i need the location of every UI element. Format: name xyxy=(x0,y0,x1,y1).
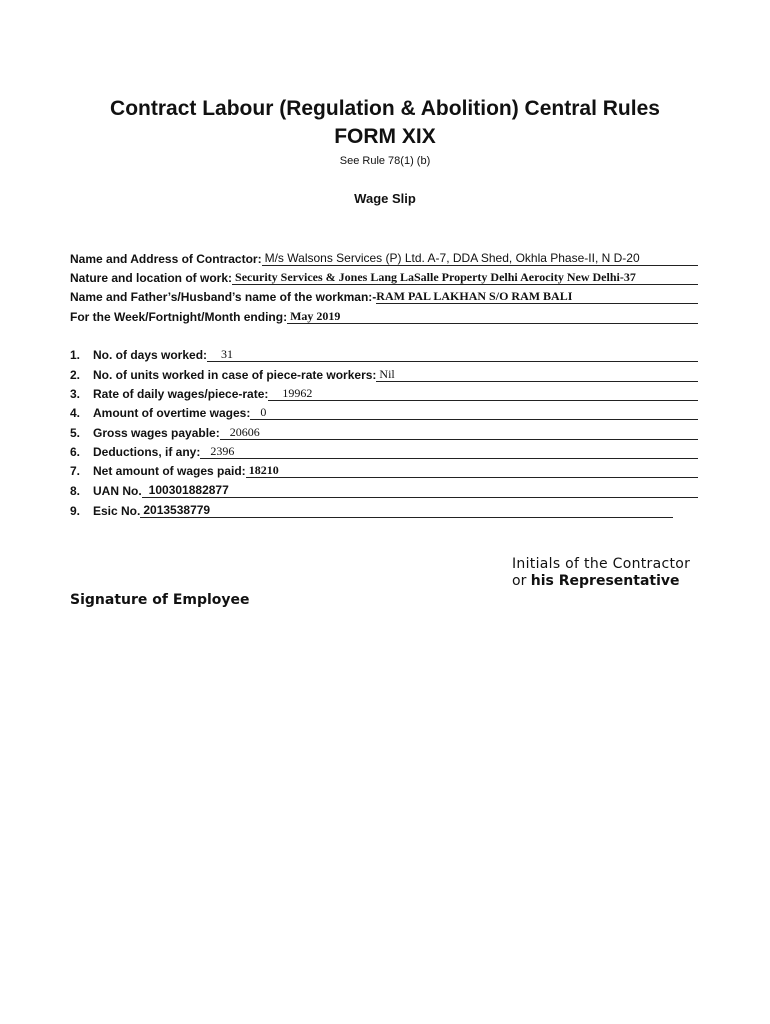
item-label: No. of units worked in case of piece-rate workers: xyxy=(93,368,377,382)
item-number: 4. xyxy=(70,406,81,420)
item-value: 100301882877 xyxy=(142,483,698,498)
item-label: UAN No. xyxy=(93,484,142,498)
item-value: 19962 xyxy=(268,386,698,401)
item-label: Net amount of wages paid: xyxy=(93,464,246,478)
item-label: Deductions, if any: xyxy=(93,445,201,459)
item-number: 8. xyxy=(70,484,81,498)
initials-or: or xyxy=(512,573,527,589)
item-number: 2. xyxy=(70,368,81,382)
item-value: Nil xyxy=(376,367,698,382)
employee-signature-label: Signature of Employee xyxy=(70,592,250,608)
workman-label: Name and Father’s/Husband’s name of the workman:- xyxy=(70,290,377,304)
item-number: 7. xyxy=(70,464,81,478)
item-row xyxy=(70,481,698,498)
period-row xyxy=(70,307,698,324)
form-title: Contract Labour (Regulation & Abolition) Central Rules xyxy=(110,97,660,120)
slip-title: Wage Slip xyxy=(354,191,416,206)
work-value: Security Services & Jones Lang LaSalle Property Delhi Aerocity New Delhi-37 xyxy=(232,270,698,285)
item-value: 2013538779 xyxy=(140,503,673,518)
contractor-value: M/s Walsons Services (P) Ltd. A-7, DDA Shed, Okhla Phase-II, N D-20 xyxy=(262,251,698,266)
item-label: No. of days worked: xyxy=(93,348,208,362)
initials-line: Initials of the Contractor xyxy=(512,556,691,572)
item-value: 0 xyxy=(250,405,698,420)
item-row xyxy=(70,442,698,459)
item-label: Esic No. xyxy=(93,504,141,518)
item-number: 5. xyxy=(70,426,81,440)
item-value: 2396 xyxy=(200,444,698,459)
item-row xyxy=(70,461,698,478)
contractor-initials xyxy=(512,556,690,590)
form-number: FORM XIX xyxy=(334,125,436,148)
item-value: 31 xyxy=(207,347,698,362)
item-number: 6. xyxy=(70,445,81,459)
representative-label: his Representative xyxy=(530,573,680,589)
item-label: Rate of daily wages/piece-rate: xyxy=(93,387,269,401)
period-label: For the Week/Fortnight/Month ending: xyxy=(70,310,288,324)
item-row xyxy=(70,384,698,401)
contractor-row xyxy=(70,249,698,266)
period-value: May 2019 xyxy=(287,309,698,324)
item-label: Gross wages payable: xyxy=(93,426,220,440)
item-row xyxy=(70,365,698,382)
contractor-label: Name and Address of Contractor: xyxy=(70,252,262,266)
item-value: 20606 xyxy=(220,425,698,440)
item-row xyxy=(70,345,698,362)
workman-row xyxy=(70,287,698,304)
item-number: 9. xyxy=(70,504,81,518)
item-value: 18210 xyxy=(246,463,698,478)
workman-value: RAM PAL LAKHAN S/O RAM BALI xyxy=(376,289,698,304)
item-number: 1. xyxy=(70,348,81,362)
item-row xyxy=(70,403,698,420)
work-row xyxy=(70,268,698,285)
rule-reference: See Rule 78(1) (b) xyxy=(339,155,431,167)
item-label: Amount of overtime wages: xyxy=(93,406,251,420)
representative-line xyxy=(512,573,680,589)
item-row xyxy=(70,501,673,518)
item-number: 3. xyxy=(70,387,81,401)
item-row xyxy=(70,423,698,440)
work-label: Nature and location of work: xyxy=(70,271,233,285)
